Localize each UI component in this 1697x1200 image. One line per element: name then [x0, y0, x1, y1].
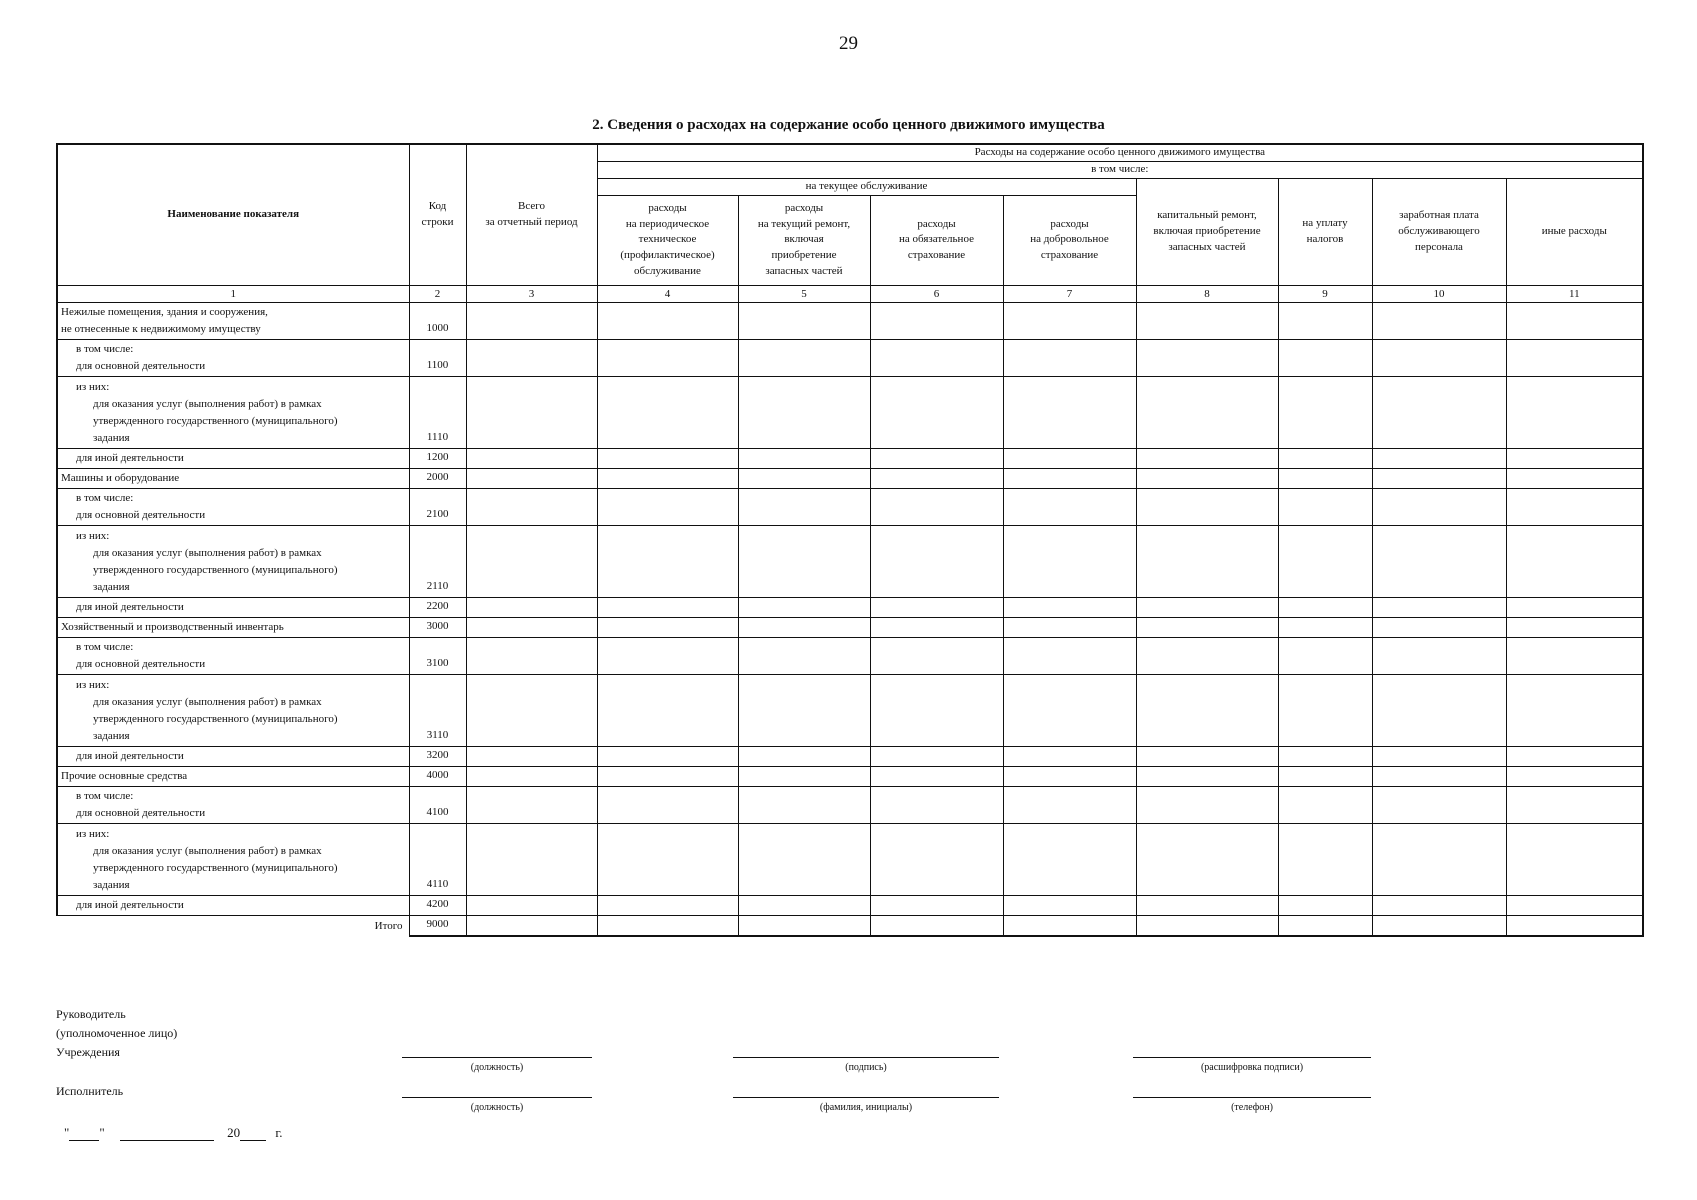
- value-cell[interactable]: [1278, 376, 1372, 448]
- header-col8: капитальный ремонт, включая приобретение запасных частей: [1136, 178, 1278, 285]
- row-label-line: утвержденного государственного (муниципального): [93, 712, 338, 725]
- row-label-line: в том числе:: [76, 789, 134, 802]
- value-cell[interactable]: [1506, 376, 1643, 448]
- value-cell[interactable]: [870, 468, 1003, 488]
- table-row: [57, 746, 1643, 766]
- value-cell[interactable]: [1372, 895, 1506, 915]
- value-cell[interactable]: [738, 376, 870, 448]
- value-cell[interactable]: [738, 786, 870, 823]
- header-including: в том числе:: [597, 161, 1643, 178]
- row-label: [57, 674, 409, 746]
- value-cell[interactable]: [870, 823, 1003, 895]
- value-cell[interactable]: [1136, 823, 1278, 895]
- value-cell[interactable]: [597, 448, 738, 468]
- value-cell[interactable]: [1372, 823, 1506, 895]
- total-value-cell[interactable]: [1003, 915, 1136, 936]
- row-code: 2000: [409, 468, 466, 488]
- date-month-blank: [120, 1126, 214, 1141]
- value-cell[interactable]: [1278, 766, 1372, 786]
- value-cell[interactable]: [738, 637, 870, 674]
- total-value-cell[interactable]: [1372, 915, 1506, 936]
- value-cell[interactable]: [1136, 488, 1278, 525]
- row-label-line: из них:: [76, 529, 110, 542]
- value-cell[interactable]: [466, 617, 597, 637]
- value-cell[interactable]: [1506, 597, 1643, 617]
- table-row: [57, 766, 1643, 786]
- value-cell[interactable]: [1278, 746, 1372, 766]
- value-cell[interactable]: [1136, 746, 1278, 766]
- value-cell[interactable]: [1003, 637, 1136, 674]
- date-year-suffix: г.: [275, 1125, 283, 1140]
- column-number: 10: [1372, 285, 1506, 302]
- value-cell[interactable]: [1506, 637, 1643, 674]
- caption-fullname: (фамилия, инициалы): [819, 1102, 913, 1113]
- value-cell[interactable]: [466, 895, 597, 915]
- column-number: 7: [1003, 285, 1136, 302]
- value-cell[interactable]: [597, 525, 738, 597]
- value-cell[interactable]: [1003, 617, 1136, 637]
- value-cell[interactable]: [1136, 766, 1278, 786]
- row-label-line: для оказания услуг (выполнения работ) в рамках: [93, 844, 322, 857]
- value-cell[interactable]: [466, 786, 597, 823]
- value-cell[interactable]: [1506, 488, 1643, 525]
- caption-phone: (телефон): [1231, 1102, 1273, 1113]
- value-cell[interactable]: [1136, 637, 1278, 674]
- position-line: [402, 1057, 592, 1058]
- row-code: 1000: [409, 302, 466, 339]
- row-label-line: утвержденного государственного (муниципального): [93, 414, 338, 427]
- total-value-cell[interactable]: [1506, 915, 1643, 936]
- total-value-cell[interactable]: [870, 915, 1003, 936]
- value-cell[interactable]: [597, 339, 738, 376]
- value-cell[interactable]: [1136, 302, 1278, 339]
- row-code: 1110: [409, 376, 466, 448]
- value-cell[interactable]: [1372, 488, 1506, 525]
- value-cell[interactable]: [1003, 766, 1136, 786]
- value-cell[interactable]: [1506, 895, 1643, 915]
- value-cell[interactable]: [1506, 823, 1643, 895]
- table-row: [57, 617, 1643, 637]
- header-expenses-group: Расходы на содержание особо ценного движимого имущества: [597, 144, 1643, 161]
- value-cell[interactable]: [1136, 525, 1278, 597]
- date-year-prefix: 20: [227, 1125, 241, 1140]
- row-label: [57, 488, 409, 525]
- row-label: [57, 339, 409, 376]
- row-code: 4110: [409, 823, 466, 895]
- value-cell[interactable]: [738, 597, 870, 617]
- value-cell[interactable]: [1003, 674, 1136, 746]
- row-code: 3100: [409, 637, 466, 674]
- row-label-line: для основной деятельности: [76, 657, 206, 670]
- value-cell[interactable]: [597, 637, 738, 674]
- total-value-cell[interactable]: [466, 915, 597, 936]
- table-row: [57, 823, 1643, 895]
- value-cell[interactable]: [1136, 339, 1278, 376]
- value-cell[interactable]: [1278, 488, 1372, 525]
- table-row: [57, 637, 1643, 674]
- row-label: [57, 895, 409, 915]
- header-col6: расходы на обязательное страхование: [870, 195, 1003, 285]
- row-label: [57, 637, 409, 674]
- head-label-1: Руководитель: [56, 1007, 126, 1021]
- position-line-2: [402, 1097, 592, 1098]
- value-cell[interactable]: [1003, 823, 1136, 895]
- value-cell[interactable]: [1372, 468, 1506, 488]
- column-number: 8: [1136, 285, 1278, 302]
- header-total: Всего за отчетный период: [466, 144, 597, 285]
- value-cell[interactable]: [466, 746, 597, 766]
- value-cell[interactable]: [597, 674, 738, 746]
- value-cell[interactable]: [738, 339, 870, 376]
- value-cell[interactable]: [466, 823, 597, 895]
- value-cell[interactable]: [1278, 339, 1372, 376]
- value-cell[interactable]: [1278, 525, 1372, 597]
- value-cell[interactable]: [1278, 302, 1372, 339]
- value-cell[interactable]: [1372, 637, 1506, 674]
- value-cell[interactable]: [1278, 674, 1372, 746]
- value-cell[interactable]: [466, 448, 597, 468]
- value-cell[interactable]: [1506, 786, 1643, 823]
- value-cell[interactable]: [466, 376, 597, 448]
- row-code: 2100: [409, 488, 466, 525]
- value-cell[interactable]: [738, 302, 870, 339]
- value-cell[interactable]: [1506, 766, 1643, 786]
- value-cell[interactable]: [1003, 376, 1136, 448]
- table-row: [57, 448, 1643, 468]
- decoding-line: [1133, 1057, 1371, 1058]
- value-cell[interactable]: [1506, 302, 1643, 339]
- value-cell[interactable]: [597, 488, 738, 525]
- value-cell[interactable]: [738, 525, 870, 597]
- table-row: [57, 525, 1643, 597]
- phone-line: [1133, 1097, 1371, 1098]
- value-cell[interactable]: [1506, 468, 1643, 488]
- row-label: [57, 448, 409, 468]
- value-cell[interactable]: [1136, 468, 1278, 488]
- table-row: [57, 895, 1643, 915]
- value-cell[interactable]: [466, 597, 597, 617]
- value-cell[interactable]: [870, 766, 1003, 786]
- executor-label: Исполнитель: [56, 1084, 124, 1098]
- date-field: [64, 1125, 283, 1141]
- column-number: 1: [57, 285, 409, 302]
- value-cell[interactable]: [870, 746, 1003, 766]
- value-cell[interactable]: [466, 468, 597, 488]
- row-code: 1100: [409, 339, 466, 376]
- column-number: 2: [409, 285, 466, 302]
- value-cell[interactable]: [738, 488, 870, 525]
- date-day-blank: [69, 1126, 99, 1141]
- table-row: [57, 468, 1643, 488]
- value-cell[interactable]: [597, 823, 738, 895]
- value-cell[interactable]: [1136, 448, 1278, 468]
- table-row: [57, 786, 1643, 823]
- header-col10: заработная плата обслуживающего персонала: [1372, 178, 1506, 285]
- value-cell[interactable]: [597, 895, 738, 915]
- row-label-line: для основной деятельности: [76, 359, 206, 372]
- caption-position-2: (должность): [470, 1102, 524, 1113]
- value-cell[interactable]: [738, 746, 870, 766]
- row-label-line: для оказания услуг (выполнения работ) в рамках: [93, 546, 322, 559]
- row-label-line: для иной деятельности: [76, 451, 184, 464]
- header-name: Наименование показателя: [57, 144, 409, 285]
- value-cell[interactable]: [466, 766, 597, 786]
- header-col7: расходы на добровольное страхование: [1003, 195, 1136, 285]
- value-cell[interactable]: [1278, 468, 1372, 488]
- value-cell[interactable]: [466, 339, 597, 376]
- value-cell[interactable]: [870, 339, 1003, 376]
- column-number: 9: [1278, 285, 1372, 302]
- row-label-line: в том числе:: [76, 640, 134, 653]
- caption-decoding: (расшифровка подписи): [1200, 1062, 1304, 1073]
- row-label-line: Нежилые помещения, здания и сооружения,: [61, 305, 268, 318]
- value-cell[interactable]: [1372, 302, 1506, 339]
- value-cell[interactable]: [1003, 339, 1136, 376]
- value-cell[interactable]: [1003, 597, 1136, 617]
- value-cell[interactable]: [870, 488, 1003, 525]
- row-label-line: Хозяйственный и производственный инвентарь: [61, 620, 284, 633]
- row-label-line: из них:: [76, 678, 110, 691]
- row-code: 4000: [409, 766, 466, 786]
- table-row: [57, 376, 1643, 448]
- header-col5: расходы на текущий ремонт, включая приобретение запасных частей: [738, 195, 870, 285]
- value-cell[interactable]: [870, 786, 1003, 823]
- value-cell[interactable]: [1372, 746, 1506, 766]
- row-label-line: в том числе:: [76, 491, 134, 504]
- row-label-line: Машины и оборудование: [61, 471, 180, 484]
- table-row: [57, 597, 1643, 617]
- value-cell[interactable]: [1003, 448, 1136, 468]
- row-label-line: для иной деятельности: [76, 600, 184, 613]
- value-cell[interactable]: [1003, 302, 1136, 339]
- date-year-blank: [240, 1126, 266, 1141]
- row-label: [57, 468, 409, 488]
- value-cell[interactable]: [1372, 674, 1506, 746]
- row-label: [57, 786, 409, 823]
- total-label: Итого: [57, 915, 409, 936]
- value-cell[interactable]: [1506, 525, 1643, 597]
- value-cell[interactable]: [1136, 597, 1278, 617]
- row-label-line: Прочие основные средства: [61, 769, 188, 782]
- row-label-line: для оказания услуг (выполнения работ) в рамках: [93, 397, 322, 410]
- value-cell[interactable]: [870, 674, 1003, 746]
- value-cell[interactable]: [1003, 525, 1136, 597]
- head-label-2: (уполномоченное лицо): [56, 1026, 178, 1040]
- value-cell[interactable]: [1278, 617, 1372, 637]
- value-cell[interactable]: [1136, 617, 1278, 637]
- value-cell[interactable]: [597, 746, 738, 766]
- value-cell[interactable]: [597, 597, 738, 617]
- value-cell[interactable]: [1278, 786, 1372, 823]
- row-label-line: задания: [93, 729, 130, 742]
- value-cell[interactable]: [738, 823, 870, 895]
- row-label: [57, 597, 409, 617]
- value-cell[interactable]: [1136, 895, 1278, 915]
- value-cell[interactable]: [1278, 637, 1372, 674]
- fullname-line: [733, 1097, 999, 1098]
- value-cell[interactable]: [1136, 786, 1278, 823]
- row-code: 3110: [409, 674, 466, 746]
- value-cell[interactable]: [466, 302, 597, 339]
- row-label-line: для основной деятельности: [76, 806, 206, 819]
- value-cell[interactable]: [466, 525, 597, 597]
- row-label-line: утвержденного государственного (муниципального): [93, 563, 338, 576]
- row-label-line: из них:: [76, 380, 110, 393]
- row-code: 4100: [409, 786, 466, 823]
- total-value-cell[interactable]: [738, 915, 870, 936]
- value-cell[interactable]: [738, 674, 870, 746]
- value-cell[interactable]: [1136, 376, 1278, 448]
- value-cell[interactable]: [1372, 617, 1506, 637]
- signature-line: [733, 1057, 999, 1058]
- header-col11: иные расходы: [1506, 178, 1643, 285]
- column-number: 6: [870, 285, 1003, 302]
- row-code: 2110: [409, 525, 466, 597]
- value-cell[interactable]: [597, 302, 738, 339]
- header-current-service: на текущее обслуживание: [597, 178, 1136, 195]
- value-cell[interactable]: [1003, 488, 1136, 525]
- total-value-cell[interactable]: [1136, 915, 1278, 936]
- caption-signature: (подпись): [845, 1062, 887, 1073]
- value-cell[interactable]: [1372, 339, 1506, 376]
- value-cell[interactable]: [1278, 448, 1372, 468]
- value-cell[interactable]: [1372, 448, 1506, 468]
- value-cell[interactable]: [1003, 468, 1136, 488]
- head-label-3: Учреждения: [56, 1045, 120, 1059]
- value-cell[interactable]: [738, 895, 870, 915]
- row-label-line: для оказания услуг (выполнения работ) в рамках: [93, 695, 322, 708]
- row-label-line: утвержденного государственного (муниципального): [93, 861, 338, 874]
- header-col9: на уплату налогов: [1278, 178, 1372, 285]
- row-label: [57, 766, 409, 786]
- row-label: [57, 617, 409, 637]
- table-row: [57, 302, 1643, 339]
- row-code: 1200: [409, 448, 466, 468]
- value-cell[interactable]: [1136, 674, 1278, 746]
- header-code: Код строки: [409, 144, 466, 285]
- value-cell[interactable]: [1506, 448, 1643, 468]
- value-cell[interactable]: [1506, 617, 1643, 637]
- value-cell[interactable]: [1003, 746, 1136, 766]
- date-quote-open: ": [64, 1125, 70, 1140]
- row-code: 3200: [409, 746, 466, 766]
- value-cell[interactable]: [738, 766, 870, 786]
- value-cell[interactable]: [870, 302, 1003, 339]
- value-cell[interactable]: [597, 786, 738, 823]
- row-label: [57, 525, 409, 597]
- column-numbers-row: [57, 285, 1643, 302]
- value-cell[interactable]: [1372, 525, 1506, 597]
- table-row: [57, 488, 1643, 525]
- value-cell[interactable]: [597, 617, 738, 637]
- column-number: 3: [466, 285, 597, 302]
- column-number: 4: [597, 285, 738, 302]
- signature-labels: [56, 1005, 177, 1101]
- table-row: [57, 339, 1643, 376]
- row-label: [57, 823, 409, 895]
- value-cell[interactable]: [466, 637, 597, 674]
- value-cell[interactable]: [870, 617, 1003, 637]
- row-label-line: из них:: [76, 827, 110, 840]
- value-cell[interactable]: [870, 525, 1003, 597]
- column-number: 5: [738, 285, 870, 302]
- page-number: 29: [839, 33, 858, 54]
- value-cell[interactable]: [870, 895, 1003, 915]
- row-label-line: задания: [93, 580, 130, 593]
- row-code: 3000: [409, 617, 466, 637]
- total-code: 9000: [409, 915, 466, 936]
- value-cell[interactable]: [597, 376, 738, 448]
- value-cell[interactable]: [738, 468, 870, 488]
- caption-position: (должность): [470, 1062, 524, 1073]
- total-row: [57, 915, 1643, 936]
- value-cell[interactable]: [1278, 597, 1372, 617]
- row-label-line: задания: [93, 431, 130, 444]
- value-cell[interactable]: [1003, 895, 1136, 915]
- value-cell[interactable]: [466, 488, 597, 525]
- row-code: 2200: [409, 597, 466, 617]
- row-label: [57, 376, 409, 448]
- value-cell[interactable]: [466, 674, 597, 746]
- value-cell[interactable]: [870, 376, 1003, 448]
- row-label-line: задания: [93, 878, 130, 891]
- row-label-line: для основной деятельности: [76, 508, 206, 521]
- total-value-cell[interactable]: [597, 915, 738, 936]
- value-cell[interactable]: [597, 468, 738, 488]
- value-cell[interactable]: [1372, 597, 1506, 617]
- row-label: [57, 746, 409, 766]
- form-title: 2. Сведения о расходах на содержание особо ценного движимого имущества: [592, 117, 1105, 133]
- value-cell[interactable]: [597, 766, 738, 786]
- value-cell[interactable]: [738, 617, 870, 637]
- value-cell[interactable]: [1506, 746, 1643, 766]
- value-cell[interactable]: [1506, 674, 1643, 746]
- table-row: [57, 674, 1643, 746]
- row-code: 4200: [409, 895, 466, 915]
- value-cell[interactable]: [1372, 786, 1506, 823]
- value-cell[interactable]: [1372, 766, 1506, 786]
- row-label-line: не отнесенные к недвижимому имуществу: [61, 322, 261, 335]
- expenses-table: [56, 143, 1644, 937]
- row-label-line: в том числе:: [76, 342, 134, 355]
- row-label: [57, 302, 409, 339]
- value-cell[interactable]: [870, 448, 1003, 468]
- value-cell[interactable]: [870, 637, 1003, 674]
- header-col4: расходы на периодическое техническое (профилактическое) обслуживание: [597, 195, 738, 285]
- row-label-line: для иной деятельности: [76, 898, 184, 911]
- value-cell[interactable]: [1278, 895, 1372, 915]
- value-cell[interactable]: [738, 448, 870, 468]
- value-cell[interactable]: [1372, 376, 1506, 448]
- row-label-line: для иной деятельности: [76, 749, 184, 762]
- date-quote-close: ": [99, 1125, 105, 1140]
- column-number: 11: [1506, 285, 1643, 302]
- value-cell[interactable]: [870, 597, 1003, 617]
- value-cell[interactable]: [1506, 339, 1643, 376]
- total-value-cell[interactable]: [1278, 915, 1372, 936]
- value-cell[interactable]: [1003, 786, 1136, 823]
- value-cell[interactable]: [1278, 823, 1372, 895]
